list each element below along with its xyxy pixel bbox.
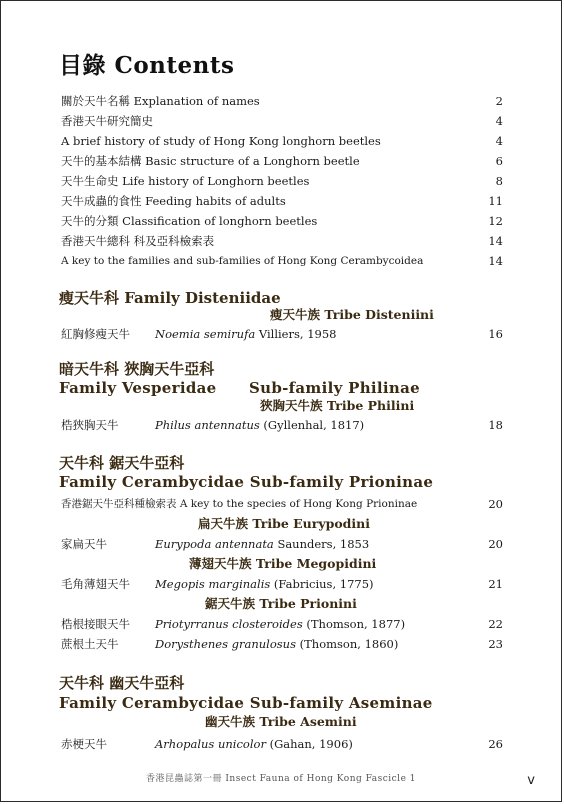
species-page: 16 (488, 327, 503, 341)
species-chinese-name: 家扁天牛 (61, 537, 107, 551)
species-page: 20 (488, 537, 503, 551)
species-scientific-name: Arhopalus unicolor (Gahan, 1906) (155, 737, 353, 751)
toc-item-page: 6 (495, 154, 503, 168)
species-chinese-name: 紅胸修瘦天牛 (61, 327, 130, 341)
tribe-heading: 狹胸天牛族 Tribe Philini (260, 398, 415, 413)
species-scientific-name: Eurypoda antennata Saunders, 1853 (155, 537, 370, 551)
toc-item[interactable] (61, 192, 503, 210)
species-chinese-name: 蔗根土天牛 (61, 637, 119, 651)
section-heading-aseminae-cn: 天牛科 幽天牛亞科 (59, 674, 185, 692)
toc-item-page: 8 (495, 174, 503, 188)
section-heading-aseminae-en: Family Cerambycidae Sub-family Aseminae (59, 694, 433, 712)
toc-item-page: 14 (488, 254, 503, 268)
toc-item-text: 香港天牛研究簡史 (61, 114, 153, 128)
species-page: 23 (488, 637, 503, 651)
toc-item[interactable] (61, 112, 503, 130)
species-page: 22 (488, 617, 503, 631)
toc-item[interactable] (61, 252, 503, 270)
page-footer: 香港昆蟲誌第一冊 Insect Fauna of Hong Kong Fascicle 1 (146, 774, 416, 784)
toc-item-text: 天牛的分類 Classification of longhorn beetles (61, 214, 318, 228)
species-entry[interactable] (61, 635, 503, 653)
toc-item[interactable] (61, 172, 503, 190)
section-heading-vesperidae-cn: 暗天牛科 狹胸天牛亞科 (59, 360, 215, 378)
toc-item-text: 天牛的基本結構 Basic structure of a Longhorn beetle (61, 154, 360, 168)
page-number: v (527, 773, 535, 788)
toc-item-text: A brief history of study of Hong Kong longhorn beetles (61, 134, 381, 148)
key-entry-page: 20 (488, 497, 503, 511)
toc-item[interactable] (61, 212, 503, 230)
tribe-heading: 鋸天牛族 Tribe Prionini (205, 596, 357, 611)
toc-item[interactable] (61, 132, 503, 150)
section-heading-disteniidae: 瘦天牛科 Family Disteniidae (59, 289, 281, 307)
toc-item-text: 天牛成蟲的食性 Feeding habits of adults (61, 194, 286, 208)
species-entry[interactable] (61, 325, 503, 343)
species-scientific-name: Priotyrranus closteroides (Thomson, 1877) (155, 617, 406, 631)
species-chinese-name: 梏根接眼天牛 (61, 617, 130, 631)
section-heading-prioninae-cn: 天牛科 鋸天牛亞科 (59, 454, 185, 472)
species-scientific-name: Megopis marginalis (Fabricius, 1775) (155, 577, 374, 591)
toc-item-text: 天牛生命史 Life history of Longhorn beetles (61, 174, 310, 188)
species-entry[interactable] (61, 535, 503, 553)
species-entry[interactable] (61, 416, 503, 434)
toc-item[interactable] (61, 152, 503, 170)
species-entry[interactable] (61, 615, 503, 633)
toc-item-page: 4 (495, 134, 503, 148)
species-entry[interactable] (61, 575, 503, 593)
toc-item-page: 14 (488, 234, 503, 248)
tribe-heading: 瘦天牛族 Tribe Disteniini (270, 307, 434, 322)
tribe-heading: 薄翅天牛族 Tribe Megopidini (189, 556, 377, 571)
toc-item-page: 11 (488, 194, 503, 208)
toc-item-text: A key to the families and sub-families of Hong Kong Cerambycoidea (61, 255, 424, 267)
species-page: 26 (488, 737, 503, 751)
species-scientific-name: Noemia semirufa Villiers, 1958 (155, 327, 337, 341)
species-chinese-name: 毛角薄翅天牛 (61, 577, 130, 591)
species-chinese-name: 赤梗天牛 (61, 737, 107, 751)
tribe-heading: 扁天牛族 Tribe Eurypodini (198, 516, 370, 531)
toc-item[interactable] (61, 232, 503, 250)
page-title: 目錄 Contents (59, 52, 235, 79)
species-scientific-name: Dorysthenes granulosus (Thomson, 1860) (155, 637, 399, 651)
key-entry[interactable] (61, 495, 503, 513)
species-scientific-name: Philus antennatus (Gyllenhal, 1817) (155, 418, 365, 432)
section-heading-prioninae-en: Family Cerambycidae Sub-family Prioninae (59, 473, 434, 491)
section-heading-vesperidae-family: Family Vesperidae (59, 379, 217, 397)
species-page: 18 (488, 418, 503, 432)
section-heading-vesperidae-subfamily: Sub-family Philinae (249, 379, 420, 397)
species-page: 21 (488, 577, 503, 591)
tribe-heading: 幽天牛族 Tribe Asemini (205, 714, 357, 729)
toc-item-page: 4 (495, 114, 503, 128)
key-entry-text: 香港鋸天牛亞科種檢索表 A key to the species of Hong Kong Prioninae (61, 498, 418, 510)
toc-item-page: 2 (495, 94, 503, 108)
species-entry[interactable] (61, 735, 503, 753)
toc-item[interactable] (61, 92, 503, 110)
species-chinese-name: 梏狹胸天牛 (61, 418, 119, 432)
toc-item-page: 12 (488, 214, 503, 228)
toc-item-text: 香港天牛總科 科及亞科檢索表 (61, 234, 215, 248)
toc-item-text: 關於天牛名稱 Explanation of names (61, 94, 260, 108)
